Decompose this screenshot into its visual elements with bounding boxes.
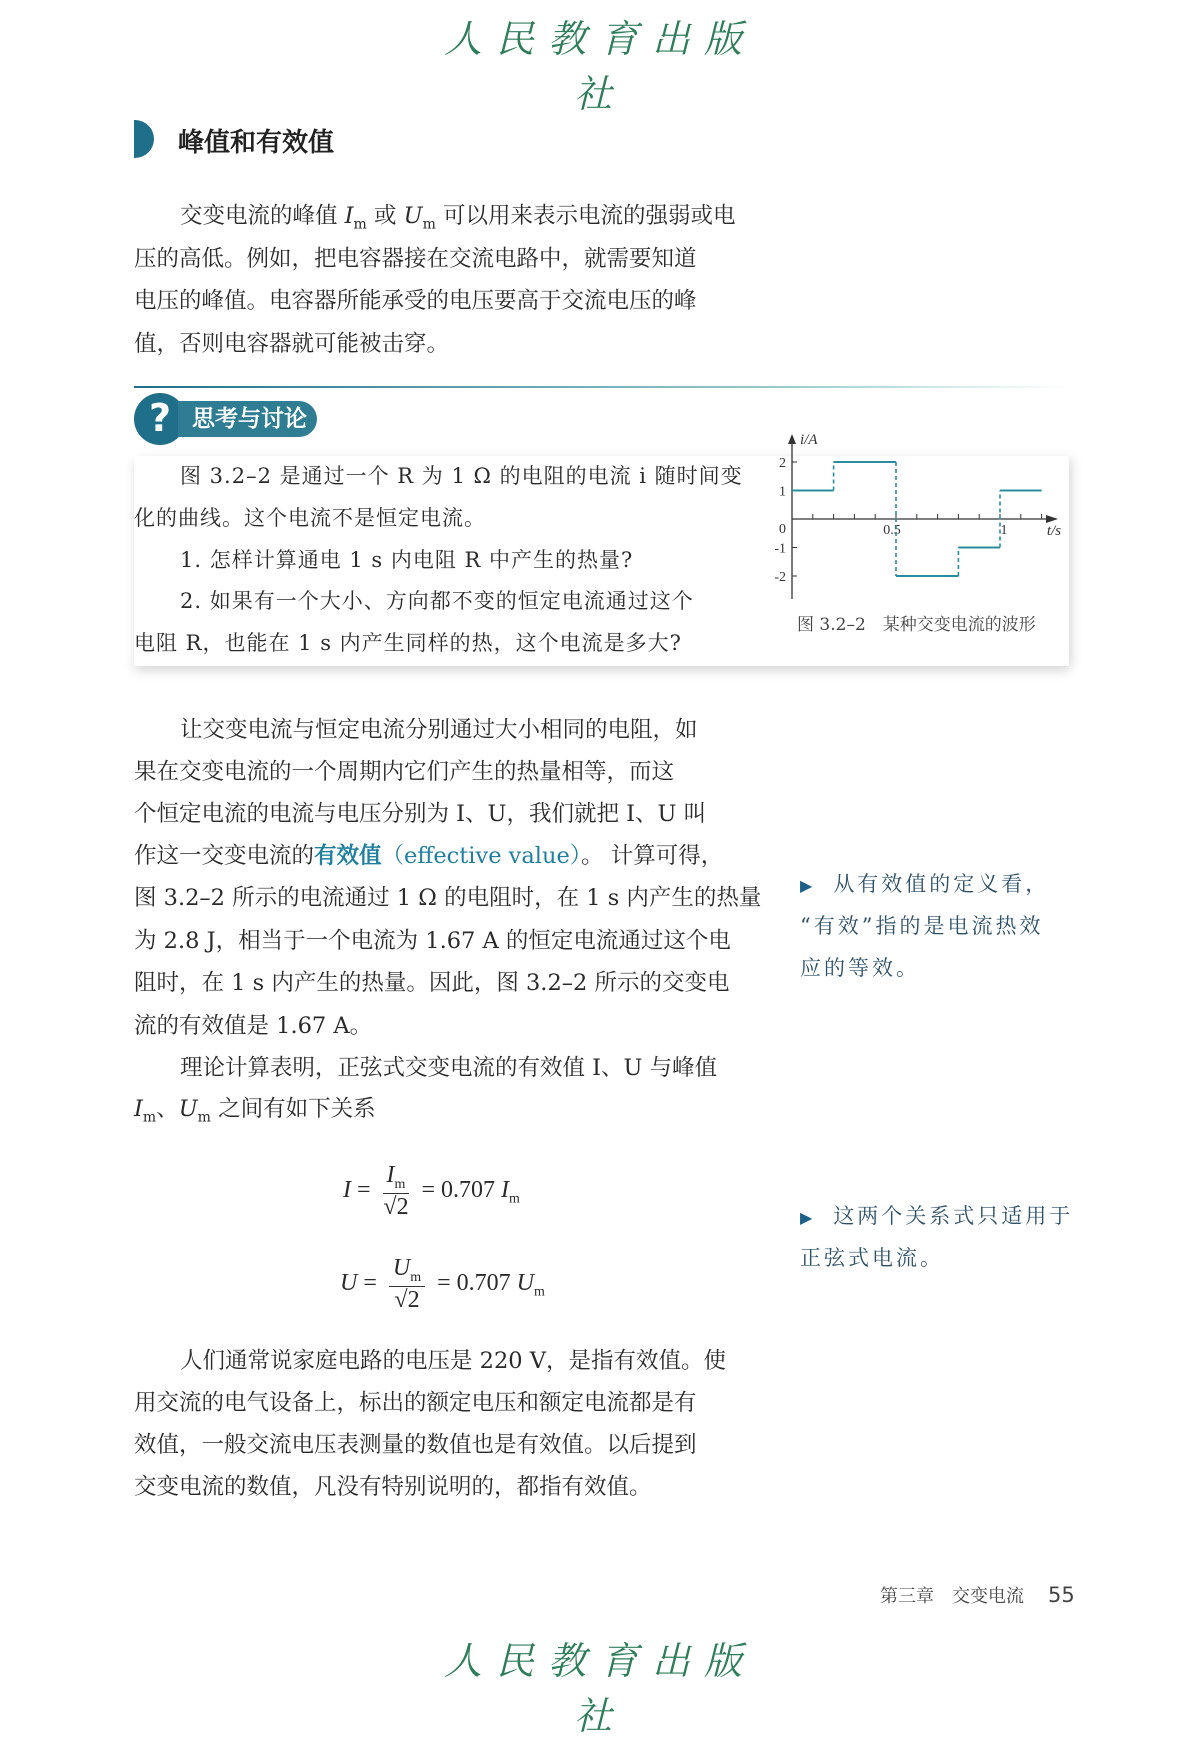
- x-tick-label: 1: [1000, 523, 1008, 538]
- y-tick-label: 1: [779, 484, 786, 500]
- para4-line: 效值，一般交流电压表测量的数值也是有效值。以后提到: [134, 1432, 697, 1458]
- divider: [134, 386, 1069, 388]
- side-note: 正弦式电流。: [800, 1246, 944, 1270]
- waveform-chart: [760, 430, 1080, 610]
- para3-line: $I_m$、$U_m$ 之间有如下关系: [134, 1096, 376, 1126]
- para1-line: 值，否则电容器就可能被击穿。: [134, 331, 450, 357]
- chapter-label: 第三章 交变电流: [880, 1586, 1024, 1607]
- page-number: 55: [1048, 1583, 1075, 1607]
- x-axis-arrow-icon: [1046, 515, 1058, 523]
- formula-current: I = $\frac{I_m}{√2}$ = 0.707 $I_m$: [343, 1162, 520, 1220]
- y-axis-arrow-icon: [788, 434, 796, 444]
- term-effective-value: 有效值: [314, 843, 382, 869]
- triangle-bullet-icon: ▶: [800, 1208, 816, 1227]
- para2-line: 果在交变电流的一个周期内它们产生的热量相等，而这: [134, 759, 675, 785]
- discussion-badge-label: 思考与讨论: [178, 401, 317, 437]
- x-axis-label: t/s: [1046, 523, 1062, 539]
- y-tick-label: -2: [774, 570, 786, 585]
- discussion-line: 图 3.2–2 是通过一个 R 为 1 Ω 的电阻的电流 i 随时间变: [180, 464, 743, 488]
- discussion-question: 2. 如果有一个大小、方向都不变的恒定电流通过这个: [180, 589, 694, 613]
- para1-line: 压的高低。例如，把电容器接在交流电路中，就需要知道: [134, 246, 697, 272]
- para1-line: 交变电流的峰值 $I_m$ 或 $U_m$ 可以用来表示电流的强弱或电: [180, 203, 736, 233]
- y-tick-label: -1: [774, 541, 786, 557]
- y-tick-label: 2: [779, 456, 786, 471]
- para4-line: 人们通常说家庭电路的电压是 220 V，是指有效值。使: [180, 1348, 726, 1374]
- publisher-watermark-bottom: 人民教育出版社: [443, 1639, 756, 1738]
- page-footer: [880, 1582, 1075, 1608]
- para4-line: 用交流的电气设备上，标出的额定电压和额定电流都是有: [134, 1390, 697, 1416]
- para2-line: 为 2.8 J，相当于一个电流为 1.67 A 的恒定电流通过这个电: [134, 928, 731, 954]
- discussion-line: 电阻 R，也能在 1 s 内产生同样的热，这个电流是多大?: [134, 631, 682, 655]
- chart-caption: 图 3.2–2 某种交变电流的波形: [797, 615, 1036, 635]
- para2-line: 阻时，在 1 s 内产生的热量。因此，图 3.2–2 所示的交变电: [134, 970, 730, 996]
- section-marker-icon: [134, 120, 154, 158]
- formula-voltage: U = $\frac{U_m}{√2}$ = 0.707 $U_m$: [340, 1255, 545, 1313]
- discussion-question: 1. 怎样计算通电 1 s 内电阻 R 中产生的热量?: [180, 548, 634, 572]
- para4-line: 交变电流的数值，凡没有特别说明的，都指有效值。: [134, 1474, 652, 1500]
- y-axis-label: i/A: [800, 432, 818, 448]
- para2-line: 个恒定电流的电流与电压分别为 I、U，我们就把 I、U 叫: [134, 801, 707, 827]
- para2-line: 流的有效值是 1.67 A。: [134, 1013, 373, 1039]
- para2-line: 作这一交变电流的有效值（effective value）。 计算可得，: [134, 843, 724, 869]
- publisher-watermark-top: 人民教育出版社: [443, 17, 756, 116]
- side-note: 应的等效。: [800, 956, 920, 980]
- y-tick-label: 0: [779, 522, 786, 537]
- side-note: “有效”指的是电流热效: [800, 914, 1044, 938]
- x-tick-label: 0.5: [883, 523, 901, 538]
- para1-line: 电压的峰值。电容器所能承受的电压要高于交流电压的峰: [134, 288, 697, 314]
- section-title: 峰值和有效值: [178, 128, 335, 158]
- para2-line: 让交变电流与恒定电流分别通过大小相同的电阻，如: [180, 717, 698, 743]
- question-icon: ?: [134, 393, 186, 445]
- side-note: ▶ 从有效值的定义看，: [800, 872, 1050, 896]
- triangle-bullet-icon: ▶: [800, 876, 816, 895]
- side-note: ▶ 这两个关系式只适用于: [800, 1204, 1074, 1228]
- para3-line: 理论计算表明，正弦式交变电流的有效值 I、U 与峰值: [180, 1055, 718, 1081]
- para2-line: 图 3.2–2 所示的电流通过 1 Ω 的电阻时，在 1 s 内产生的热量: [134, 885, 762, 911]
- discussion-line: 化的曲线。这个电流不是恒定电流。: [134, 506, 486, 530]
